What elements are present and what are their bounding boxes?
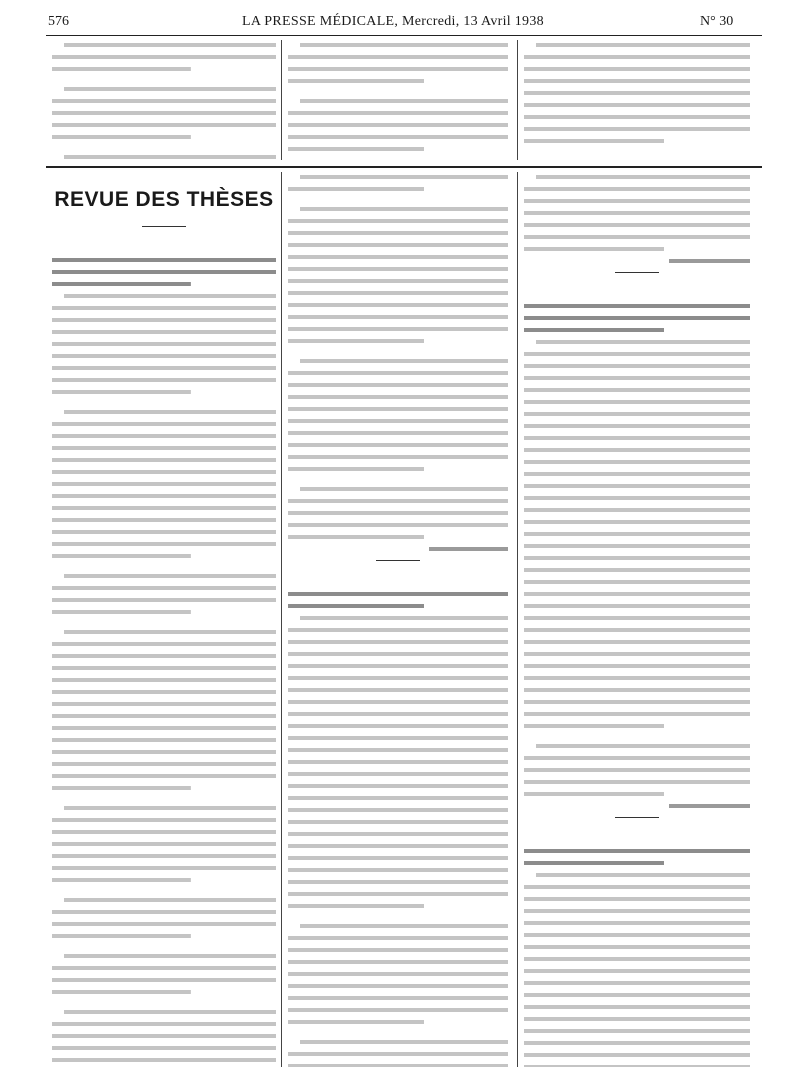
text-line: [52, 431, 276, 440]
text-line: [52, 783, 276, 792]
text-line: [288, 637, 508, 646]
text-line: [52, 52, 276, 61]
text-line: [52, 583, 276, 592]
text-line: [524, 741, 750, 750]
text-line: [52, 651, 276, 660]
text-line: [524, 954, 750, 963]
column-rule: [517, 172, 518, 1067]
text-line: [524, 40, 750, 49]
text-line: [288, 745, 508, 754]
text-line: [524, 1062, 750, 1067]
text-line: [288, 464, 508, 473]
text-line: [288, 889, 508, 898]
text-line: [288, 428, 508, 437]
paragraph-gap: [52, 399, 276, 407]
text-line: [524, 220, 750, 229]
text-line: [524, 409, 750, 418]
text-line: [288, 661, 508, 670]
text-line: [52, 303, 276, 312]
column-rule: [281, 172, 282, 1067]
running-header: [0, 12, 800, 42]
column-rule: [281, 40, 282, 160]
prev-article-col-2: [288, 40, 508, 160]
text-line: [524, 846, 750, 855]
text-line: [524, 505, 750, 514]
text-line: [524, 124, 750, 133]
text-line: [52, 663, 276, 672]
review-signature: [429, 544, 508, 554]
text-line: [288, 853, 508, 862]
text-line: [288, 324, 508, 333]
text-line: [288, 721, 508, 730]
text-line: [524, 244, 750, 253]
text-line: [52, 815, 276, 824]
text-line: [52, 863, 276, 872]
text-line: [52, 1055, 276, 1064]
text-line: [52, 1031, 276, 1040]
text-line: [524, 553, 750, 562]
text-line: [288, 709, 508, 718]
text-line: [524, 361, 750, 370]
review-text: [52, 255, 276, 1067]
text-line: [52, 1043, 276, 1052]
text-line: [524, 481, 750, 490]
section-heading: [288, 569, 508, 581]
text-line: [52, 491, 276, 500]
review-signature: [669, 801, 750, 811]
text-line: [524, 765, 750, 774]
text-line: [52, 407, 276, 416]
text-line: [524, 136, 750, 145]
text-line: [52, 851, 276, 860]
text-line: [52, 291, 276, 300]
text-line: [288, 52, 508, 61]
paragraph-gap: [52, 563, 276, 571]
text-line: [524, 373, 750, 382]
text-line: [524, 753, 750, 762]
text-line: [524, 673, 750, 682]
text-line: [524, 433, 750, 442]
text-line: [288, 901, 508, 910]
text-line: [52, 279, 276, 288]
text-line: [52, 419, 276, 428]
text-line: [288, 769, 508, 778]
text-line: [52, 699, 276, 708]
text-line: [524, 457, 750, 466]
text-line: [52, 747, 276, 756]
paragraph-gap: [288, 156, 508, 160]
text-line: [524, 990, 750, 999]
text-line: [288, 144, 508, 153]
text-line: [288, 625, 508, 634]
text-line: [524, 184, 750, 193]
text-line: [52, 639, 276, 648]
text-line: [524, 385, 750, 394]
text-line: [288, 416, 508, 425]
text-line: [52, 551, 276, 560]
text-line: [524, 337, 750, 346]
text-line: [524, 112, 750, 121]
text-line: [52, 315, 276, 324]
text-line: [524, 88, 750, 97]
theses-col-2: [288, 172, 508, 1067]
text-line: [288, 532, 508, 541]
text-line: [524, 1050, 750, 1059]
text-line: [524, 397, 750, 406]
text-line: [524, 172, 750, 181]
text-line: [52, 503, 276, 512]
text-line: [52, 443, 276, 452]
text-line: [288, 865, 508, 874]
heading-rule: [142, 226, 186, 227]
paragraph-gap: [288, 88, 508, 96]
text-line: [52, 975, 276, 984]
theses-col-3: [524, 172, 750, 1067]
paragraph-gap: [524, 733, 750, 741]
text-line: [524, 196, 750, 205]
journal-title: LA PRESSE MÉDICALE, Mercredi, 13 Avril 1938: [242, 14, 544, 29]
section-heading: [524, 826, 750, 838]
text-line: [524, 349, 750, 358]
text-line: [288, 613, 508, 622]
review-text: [524, 301, 750, 798]
text-line: [52, 108, 276, 117]
prev-article-col-3: [524, 40, 750, 160]
text-line: [288, 877, 508, 886]
text-line: [524, 613, 750, 622]
text-line: [52, 919, 276, 928]
paragraph-gap: [52, 795, 276, 803]
text-line: [288, 805, 508, 814]
text-line: [524, 649, 750, 658]
review-text: [524, 172, 750, 253]
text-line: [52, 627, 276, 636]
text-line: [52, 351, 276, 360]
text-line: [288, 76, 508, 85]
text-line: [524, 709, 750, 718]
text-line: [52, 723, 276, 732]
text-line: [288, 288, 508, 297]
issue-number: N° 30: [700, 14, 734, 29]
text-line: [288, 440, 508, 449]
text-line: [524, 421, 750, 430]
text-line: [524, 493, 750, 502]
text-line: [288, 957, 508, 966]
text-line: [524, 577, 750, 586]
text-line: [288, 649, 508, 658]
text-line: [288, 336, 508, 345]
text-line: [288, 781, 508, 790]
heading-rule: [615, 817, 659, 818]
text-line: [52, 467, 276, 476]
text-line: [52, 455, 276, 464]
text-line: [288, 945, 508, 954]
paragraph-gap: [52, 144, 276, 152]
text-line: [524, 978, 750, 987]
text-line: [288, 1061, 508, 1067]
paragraph-gap: [52, 999, 276, 1007]
text-line: [288, 184, 508, 193]
text-line: [52, 255, 276, 264]
text-line: [52, 827, 276, 836]
text-line: [288, 993, 508, 1002]
section-heading: [52, 235, 276, 247]
review-text: [524, 846, 750, 1067]
paragraph-gap: [288, 476, 508, 484]
text-line: [524, 685, 750, 694]
text-line: [52, 64, 276, 73]
text-line: [524, 64, 750, 73]
paragraph-gap: [52, 943, 276, 951]
text-line: [524, 100, 750, 109]
heading-rule: [615, 272, 659, 273]
text-line: [524, 906, 750, 915]
text-line: [524, 637, 750, 646]
text-line: [288, 981, 508, 990]
theses-col-1: [52, 172, 276, 1067]
text-line: [288, 841, 508, 850]
text-line: [288, 793, 508, 802]
text-line: [524, 469, 750, 478]
text-line: [52, 687, 276, 696]
text-line: [52, 387, 276, 396]
text-line: [288, 380, 508, 389]
section-heading: [524, 281, 750, 293]
text-line: [288, 264, 508, 273]
text-line: [288, 829, 508, 838]
page-number: 576: [48, 14, 69, 29]
text-line: [52, 931, 276, 940]
text-line: [288, 356, 508, 365]
header-rule: [46, 35, 762, 36]
review-signature: [669, 256, 750, 266]
text-line: [52, 711, 276, 720]
text-line: [288, 96, 508, 105]
text-line: [524, 208, 750, 217]
text-line: [288, 240, 508, 249]
text-line: [52, 120, 276, 129]
text-line: [524, 325, 750, 334]
text-line: [524, 517, 750, 526]
text-line: [524, 966, 750, 975]
text-line: [52, 479, 276, 488]
text-line: [288, 404, 508, 413]
text-line: [524, 445, 750, 454]
text-line: [524, 601, 750, 610]
text-line: [524, 541, 750, 550]
text-line: [288, 252, 508, 261]
text-line: [288, 508, 508, 517]
text-line: [524, 52, 750, 61]
text-line: [524, 589, 750, 598]
text-line: [52, 735, 276, 744]
text-line: [524, 1002, 750, 1011]
text-line: [52, 327, 276, 336]
text-line: [524, 1026, 750, 1035]
text-line: [524, 858, 750, 867]
text-line: [288, 496, 508, 505]
review-text: [288, 172, 508, 541]
text-line: [52, 40, 276, 49]
text-line: [288, 312, 508, 321]
text-line: [288, 484, 508, 493]
text-line: [52, 527, 276, 536]
text-line: [524, 1014, 750, 1023]
text-line: [524, 930, 750, 939]
text-line: [52, 963, 276, 972]
text-line: [52, 607, 276, 616]
section-separator: [46, 166, 762, 168]
text-line: [524, 565, 750, 574]
text-line: [52, 571, 276, 580]
text-line: [524, 1038, 750, 1047]
text-line: [52, 96, 276, 105]
text-line: [524, 232, 750, 241]
text-line: [52, 84, 276, 93]
text-line: [524, 721, 750, 730]
text-line: [524, 625, 750, 634]
text-line: [52, 759, 276, 768]
review-text: [288, 589, 508, 1067]
text-line: [288, 673, 508, 682]
text-line: [288, 108, 508, 117]
text-line: [288, 172, 508, 181]
text-line: [52, 375, 276, 384]
heading-rule: [376, 560, 420, 561]
text-line: [288, 204, 508, 213]
text-line: [288, 452, 508, 461]
text-line: [52, 152, 276, 160]
text-line: [52, 267, 276, 276]
text-line: [288, 132, 508, 141]
text-line: [52, 987, 276, 996]
paragraph-gap: [52, 619, 276, 627]
text-line: [288, 276, 508, 285]
text-line: [52, 803, 276, 812]
text-line: [524, 313, 750, 322]
text-line: [288, 685, 508, 694]
text-line: [288, 120, 508, 129]
text-line: [524, 301, 750, 310]
text-line: [288, 589, 508, 598]
text-line: [288, 733, 508, 742]
text-line: [52, 515, 276, 524]
text-line: [52, 132, 276, 141]
text-line: [52, 675, 276, 684]
text-line: [52, 895, 276, 904]
text-line: [52, 363, 276, 372]
text-line: [288, 216, 508, 225]
text-line: [288, 228, 508, 237]
paragraph-gap: [288, 196, 508, 204]
text-line: [288, 392, 508, 401]
text-line: [52, 595, 276, 604]
text-line: [524, 870, 750, 879]
text-line: [52, 539, 276, 548]
text-line: [288, 368, 508, 377]
text-line: [288, 921, 508, 930]
text-line: [52, 951, 276, 960]
paragraph-gap: [288, 348, 508, 356]
text-line: [288, 1049, 508, 1058]
text-line: [52, 771, 276, 780]
text-line: [52, 875, 276, 884]
text-line: [52, 339, 276, 348]
text-line: [288, 1017, 508, 1026]
text-line: [524, 777, 750, 786]
text-line: [288, 757, 508, 766]
column-rule: [517, 40, 518, 160]
text-line: [288, 601, 508, 610]
text-line: [524, 661, 750, 670]
paragraph-gap: [52, 887, 276, 895]
text-line: [52, 1019, 276, 1028]
text-line: [524, 76, 750, 85]
paragraph-gap: [288, 913, 508, 921]
text-line: [524, 942, 750, 951]
text-line: [288, 933, 508, 942]
section-title: REVUE DES THÈSES: [54, 188, 274, 211]
paragraph-gap: [288, 1029, 508, 1037]
text-line: [288, 1037, 508, 1046]
paragraph-gap: [52, 76, 276, 84]
prev-article-col-1: [52, 40, 276, 160]
text-line: [288, 64, 508, 73]
text-line: [524, 918, 750, 927]
text-line: [524, 894, 750, 903]
text-line: [288, 817, 508, 826]
text-line: [288, 969, 508, 978]
text-line: [288, 520, 508, 529]
text-line: [524, 697, 750, 706]
text-line: [52, 1007, 276, 1016]
text-line: [288, 1005, 508, 1014]
text-line: [524, 529, 750, 538]
text-line: [524, 882, 750, 891]
text-line: [524, 789, 750, 798]
text-line: [52, 907, 276, 916]
text-line: [288, 40, 508, 49]
text-line: [288, 300, 508, 309]
text-line: [52, 839, 276, 848]
text-line: [288, 697, 508, 706]
